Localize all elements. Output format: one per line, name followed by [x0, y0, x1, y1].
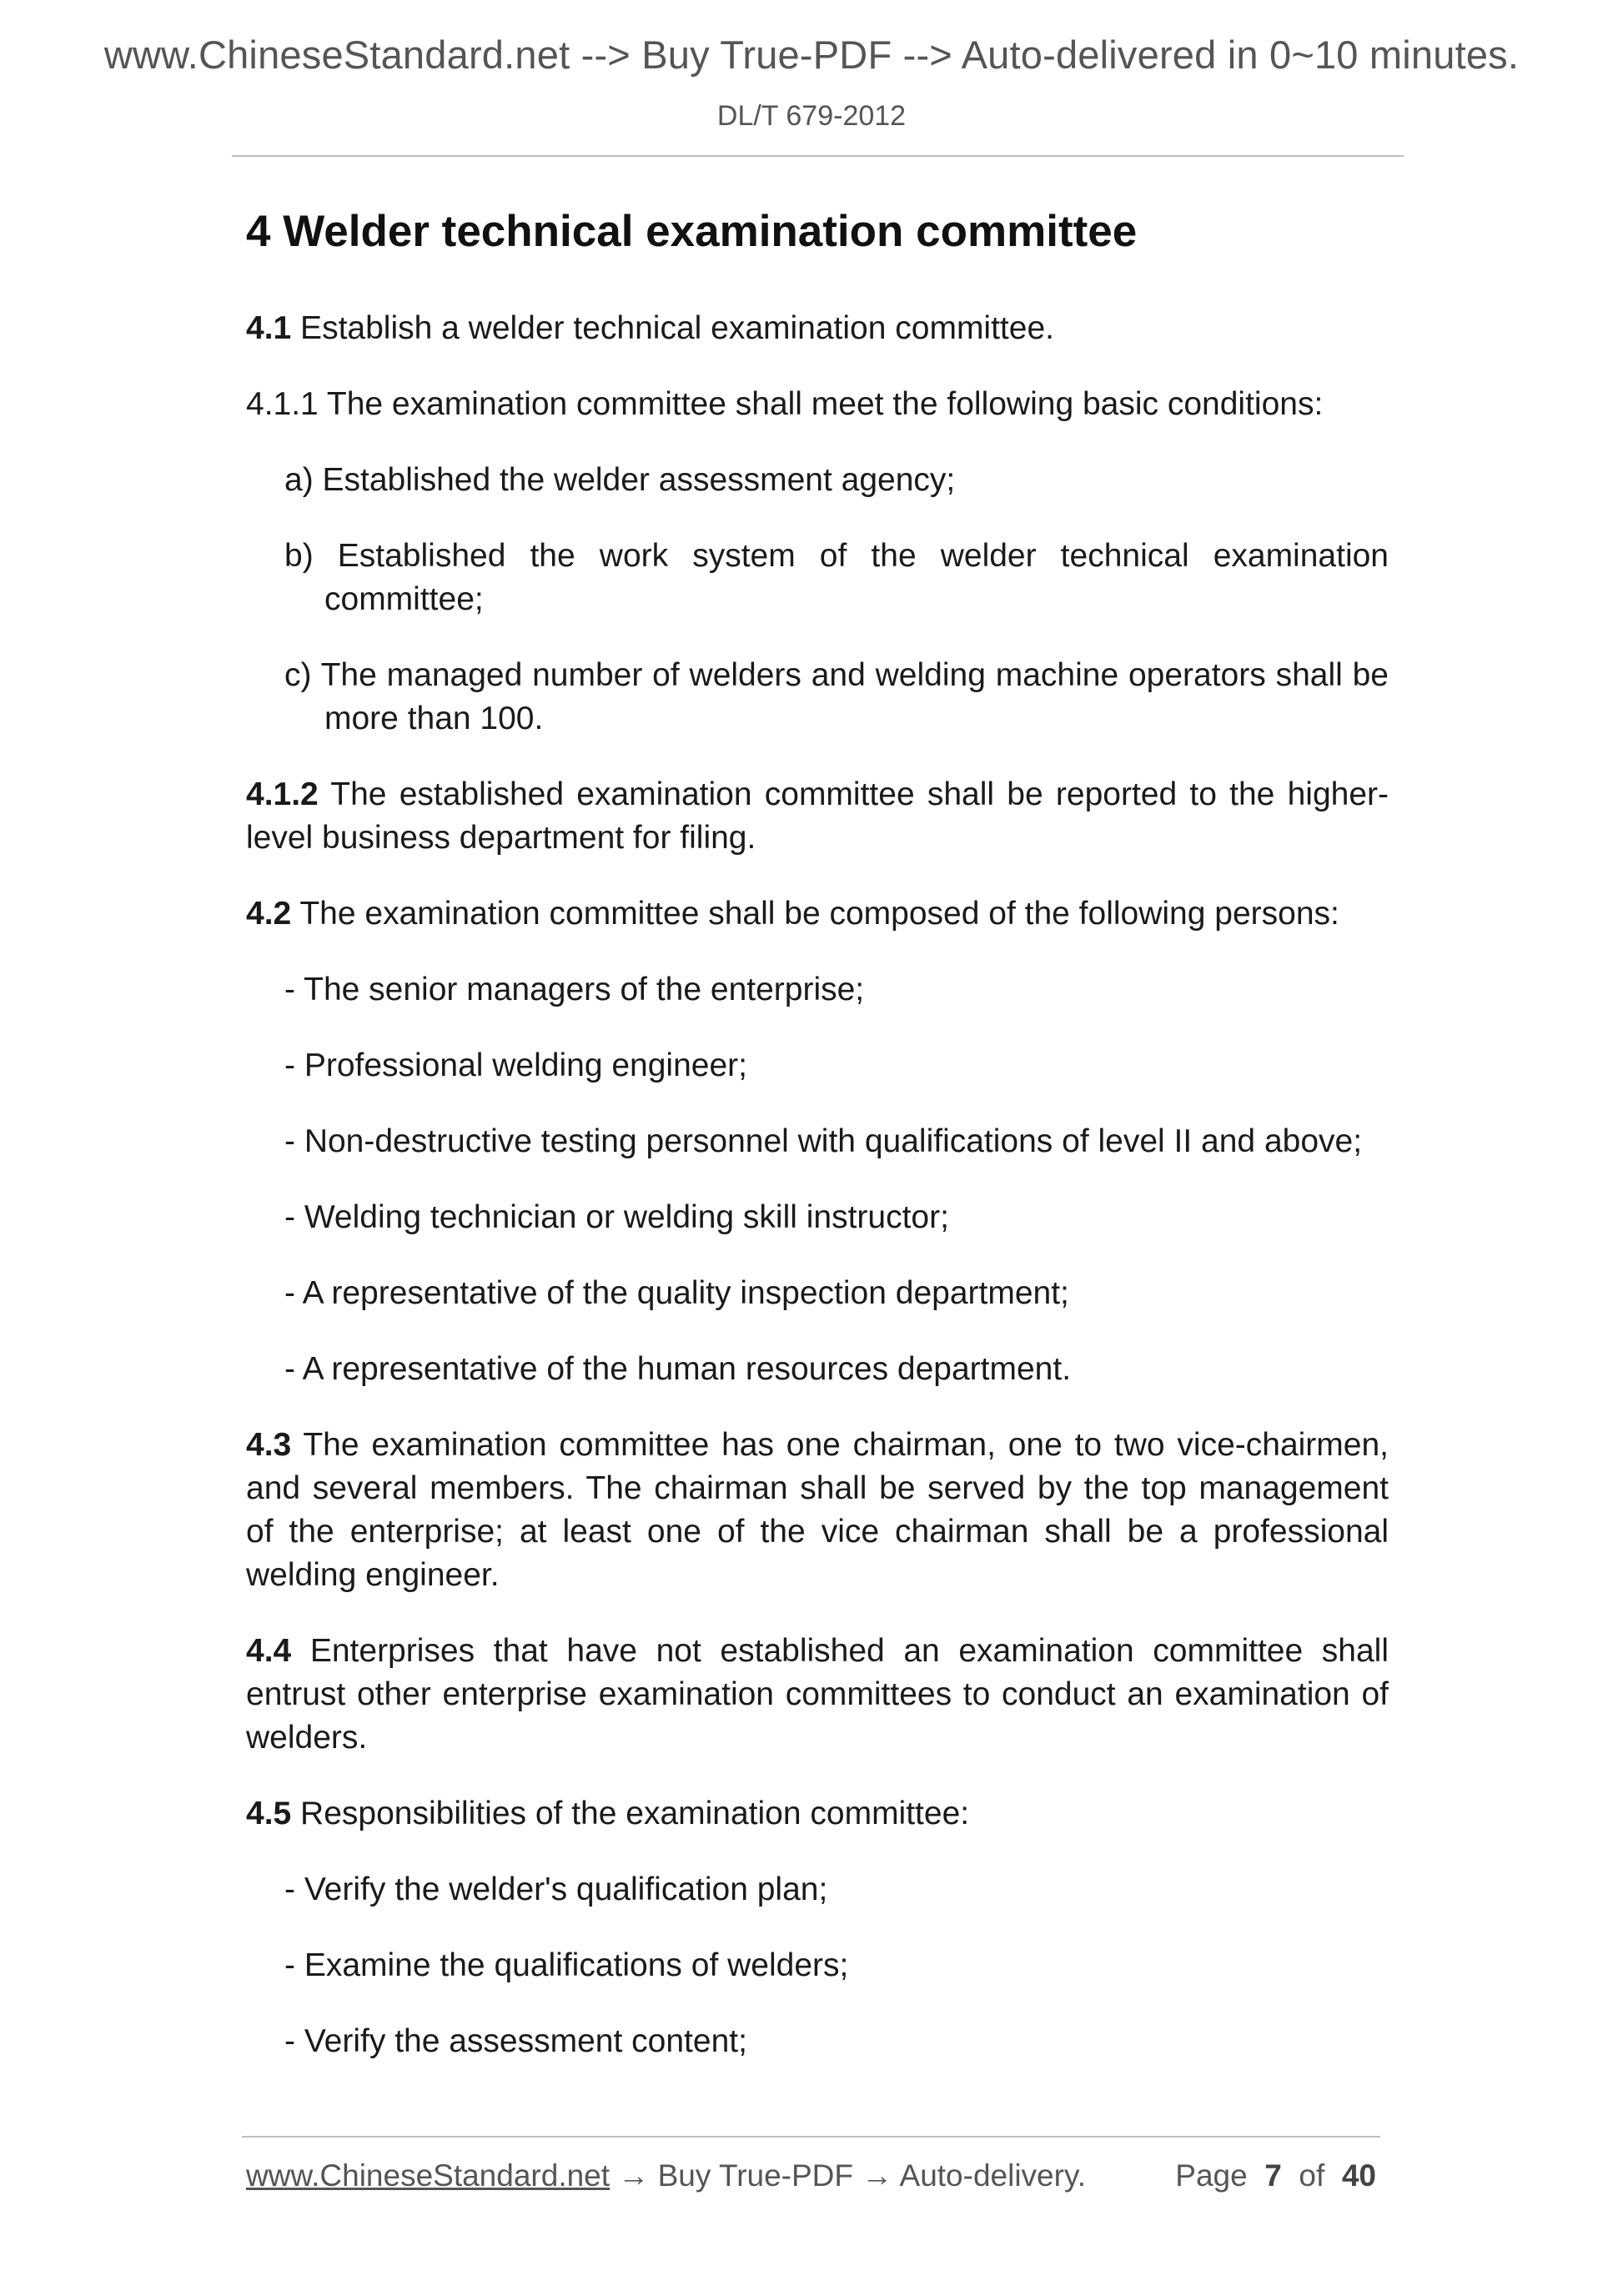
clause-text: Responsibilities of the examination committee:	[291, 1795, 970, 1831]
clause-number: 4.3	[246, 1426, 292, 1463]
list-item-c: c) The managed number of welders and welding machine operators shall be more than 100.	[284, 656, 1389, 736]
footer-site-link[interactable]: www.ChineseStandard.net	[246, 2158, 611, 2193]
top-banner: www.ChineseStandard.net --> Buy True-PDF --> Auto-delivered in 0~10 minutes.	[103, 33, 1520, 77]
paragraph-4-4	[246, 1630, 1389, 1760]
clause-number: 4.5	[246, 1795, 292, 1831]
page-content	[246, 205, 1389, 2096]
list-item: - Welding technician or welding skill instructor;	[284, 1198, 949, 1235]
list-item: - Professional welding engineer;	[284, 1047, 747, 1083]
list-item: - Verify the assessment content;	[284, 2022, 747, 2059]
footer-promo-text: → Buy True-PDF → Auto-delivery.	[610, 2158, 1086, 2193]
list-item-a: a) Established the welder assessment agency;	[284, 461, 956, 498]
clause-text: The examination committee has one chairman, one to two vice-chairmen, and several members. The chairman shall be served by the top management of the enterprise; at least one of the vice chairman shall be a professional welding engineer.	[246, 1426, 1389, 1593]
footer-divider	[242, 2136, 1380, 2138]
list-item: - Non-destructive testing personnel with qualifications of level II and above;	[284, 1123, 1363, 1159]
paragraph-4-3	[246, 1424, 1389, 1597]
list-item: - Examine the qualifications of welders;	[284, 1947, 849, 1983]
page-current: 7	[1264, 2158, 1282, 2193]
document-code: DL/T 679-2012	[716, 100, 907, 132]
clause-number: 4.4	[246, 1632, 292, 1669]
list-item-b: b) Established the work system of the welder technical examination committee;	[284, 537, 1389, 617]
clause-text: Enterprises that have not established an examination committee shall entrust other enterprise examination committees to conduct an examination of welders.	[246, 1632, 1389, 1756]
list-item: - A representative of the quality inspection department;	[284, 1274, 1069, 1311]
clause-text: Establish a welder technical examination committee.	[291, 309, 1054, 346]
page-total: 40	[1341, 2158, 1376, 2193]
list-item: - A representative of the human resources department.	[284, 1350, 1072, 1387]
paragraph-4-1-1: 4.1.1 The examination committee shall meet the following basic conditions:	[246, 385, 1324, 422]
page-number	[1175, 2158, 1376, 2193]
paragraph-4-5	[246, 1792, 1389, 1836]
list-item: - The senior managers of the enterprise;	[284, 971, 865, 1007]
header-divider	[232, 155, 1404, 157]
paragraph-4-1	[246, 307, 1389, 350]
paragraph-4-2	[246, 892, 1389, 936]
clause-text: The established examination committee shall be reported to the higher-level business department for filing.	[246, 776, 1389, 856]
clause-number: 4.2	[246, 895, 292, 932]
clause-number: 4.1	[246, 309, 292, 346]
footer-promo	[246, 2158, 1086, 2193]
clause-number: 4.1.2	[246, 776, 319, 812]
paragraph-4-1-2	[246, 773, 1389, 860]
list-item: - Verify the welder's qualification plan;	[284, 1871, 828, 1907]
page-label: Page	[1175, 2158, 1248, 2193]
page-of: of	[1299, 2158, 1325, 2193]
section-title: 4 Welder technical examination committee	[246, 207, 1138, 256]
clause-text: The examination committee shall be composed of the following persons:	[291, 895, 1339, 932]
